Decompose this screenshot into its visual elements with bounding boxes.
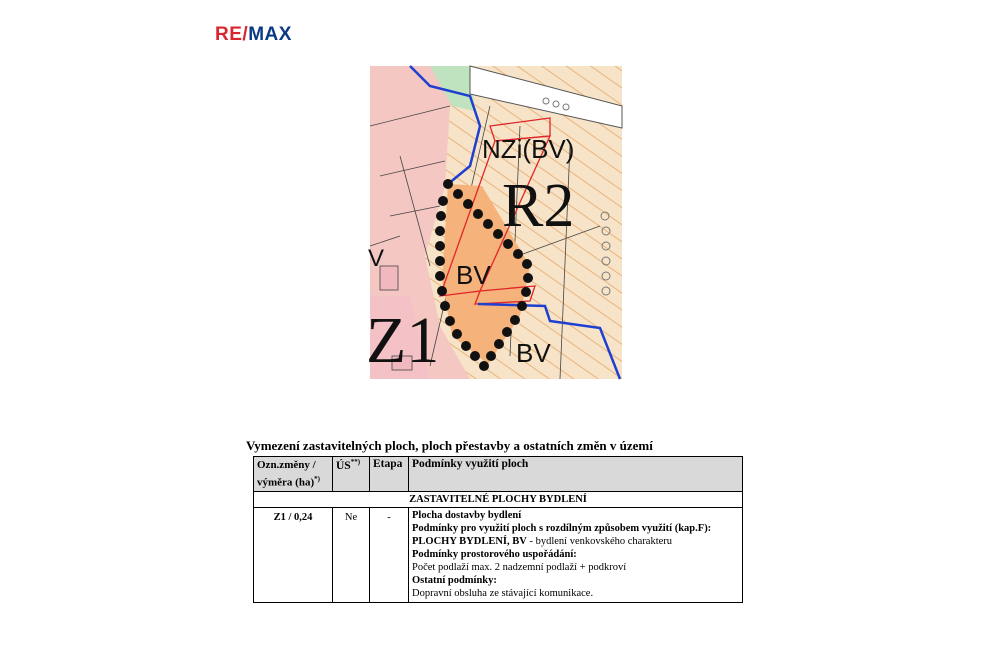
condition-line-1: Plocha dostavby bydlení	[412, 509, 522, 521]
header-code-line1: Ozn.změny /	[257, 459, 316, 471]
condition-line-3-bold: PLOCHY BYDLENÍ, BV	[412, 535, 527, 547]
header-code-area	[254, 457, 333, 492]
condition-line-3-rest: - bydlení venkovského charakteru	[526, 535, 673, 547]
etapa-value: -	[387, 511, 391, 523]
code-value: Z1 / 0,24	[273, 511, 313, 523]
us-value: Ne	[344, 511, 358, 523]
label-nzi-bv: NZi(BV)	[482, 134, 575, 164]
label-bv-center: BV	[456, 260, 491, 290]
cell-code	[254, 507, 333, 602]
conditions-table	[253, 456, 743, 603]
label-bv-lower: BV	[516, 338, 551, 368]
header-conditions: Podmínky využití ploch	[409, 457, 743, 492]
cell-us	[333, 507, 370, 602]
header-us	[333, 457, 370, 492]
cell-conditions	[409, 507, 743, 602]
condition-line-7: Dopravní obsluha ze stávající komunikace.	[412, 587, 594, 599]
header-code-sup: *)	[314, 475, 320, 483]
condition-line-3	[412, 535, 739, 548]
label-z1: Z1	[366, 304, 440, 377]
header-code-line2: výměra (ha)	[257, 476, 315, 489]
header-us-label: ÚS	[336, 459, 351, 472]
table-header-row	[254, 457, 743, 492]
condition-line-2: Podmínky pro využití ploch s rozdílným způsobem využití (kap.F):	[412, 522, 712, 534]
zoning-map-drawing	[366, 66, 622, 379]
zoning-map	[366, 66, 622, 379]
document-title: Vymezení zastavitelných ploch, ploch přestavby a ostatních změn v území	[246, 438, 653, 453]
header-us-sup: **)	[350, 458, 361, 466]
condition-line-5: Počet podlaží max. 2 nadzemní podlaží + podkroví	[412, 561, 627, 573]
header-etapa: Etapa	[370, 457, 409, 492]
table-row	[254, 507, 743, 602]
logo-slash: /	[242, 24, 249, 45]
logo-part-1: RE	[215, 24, 243, 45]
cell-etapa	[370, 507, 409, 602]
section-row	[254, 491, 743, 507]
condition-line-4: Podmínky prostorového uspořádání:	[412, 548, 577, 560]
label-v: V	[368, 245, 385, 272]
logo-part-2: MAX	[248, 24, 292, 45]
remax-logo	[215, 24, 292, 46]
section-title: ZASTAVITELNÉ PLOCHY BYDLENÍ	[254, 491, 743, 507]
condition-line-6: Ostatní podmínky:	[412, 574, 497, 586]
label-r2: R2	[502, 172, 575, 240]
